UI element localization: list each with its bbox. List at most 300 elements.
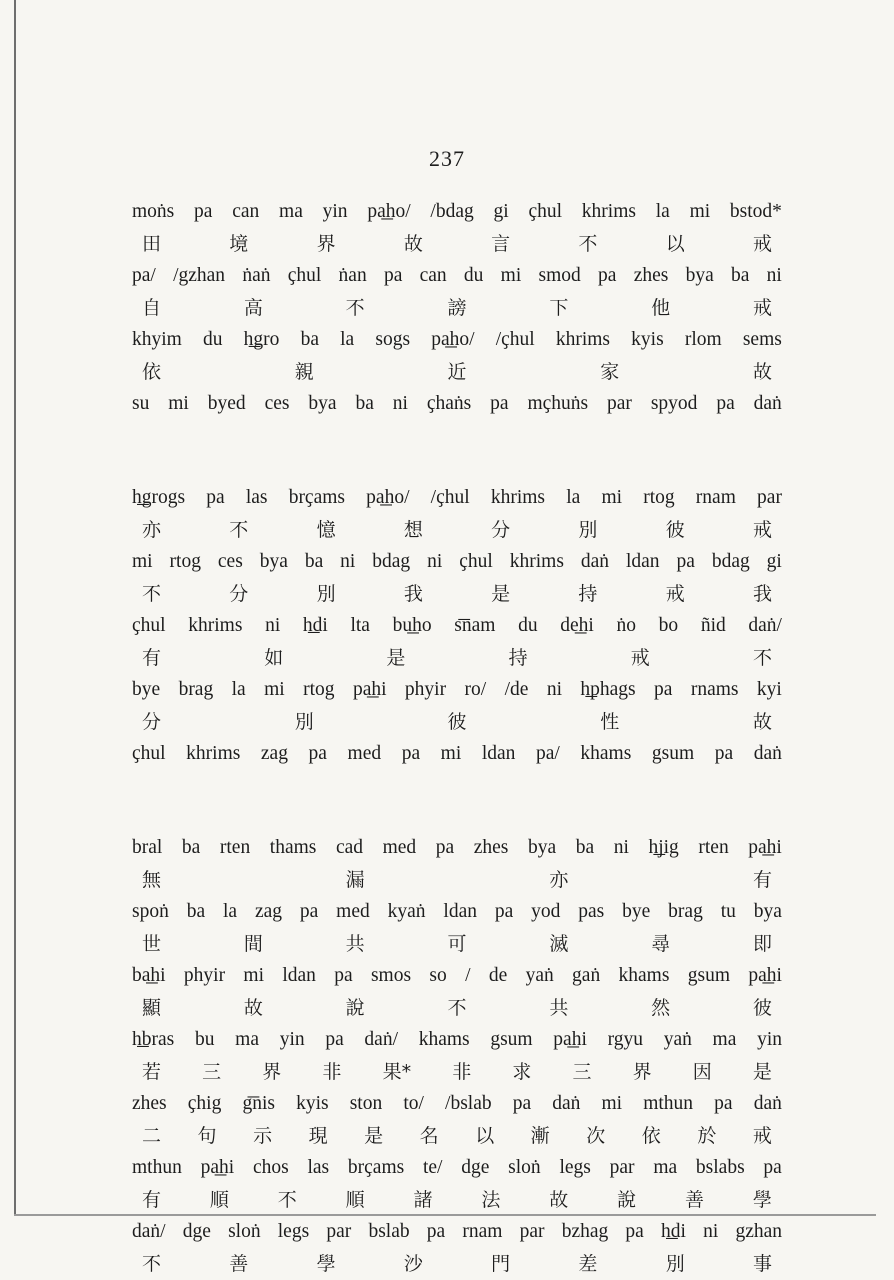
tibetan-word: daṅ <box>753 743 782 764</box>
tibetan-word: mi <box>689 201 711 222</box>
tibetan-word: bo <box>658 615 679 636</box>
tibetan-word: h͟jig <box>648 837 679 858</box>
tibetan-word: la <box>223 901 238 922</box>
tibetan-word: khyim <box>132 329 182 350</box>
tibetan-word: pa/ <box>536 743 560 764</box>
chinese-gloss-line <box>132 292 782 324</box>
tibetan-word: chos <box>252 1157 289 1178</box>
tibetan-word: du <box>518 615 538 636</box>
tibetan-word: dge <box>182 1221 211 1242</box>
tibetan-word: rnam <box>695 487 736 508</box>
chinese-character: 家 <box>600 361 620 383</box>
tibetan-word: pa <box>401 743 421 764</box>
tibetan-line <box>132 738 782 770</box>
tibetan-word: spoṅ <box>132 901 169 922</box>
tibetan-word: pa <box>383 265 403 286</box>
tibetan-word: yin <box>279 1029 305 1050</box>
tibetan-word: daṅ <box>580 551 610 572</box>
chinese-character: 共 <box>345 933 365 955</box>
tibetan-word: thams <box>269 837 317 858</box>
tibetan-word: de͟hi <box>560 615 594 636</box>
tibetan-word: par <box>326 1221 352 1242</box>
tibetan-word: /ҫhul <box>495 329 535 350</box>
tibetan-word: sloṅ <box>508 1157 541 1178</box>
tibetan-word: bzhag <box>561 1221 609 1242</box>
tibetan-word: khrims <box>188 615 243 636</box>
chinese-character: 別 <box>578 519 598 541</box>
tibetan-word: pa <box>325 1029 344 1050</box>
tibetan-word: ma <box>653 1157 678 1178</box>
tibetan-word: gsum <box>687 965 731 986</box>
chinese-character: 不 <box>345 297 365 319</box>
chinese-character: 若 <box>142 1061 162 1083</box>
tibetan-word: bu͟ho <box>392 615 432 636</box>
tibetan-word: ҫhig <box>187 1093 222 1114</box>
tibetan-word: su <box>132 393 150 414</box>
chinese-character: 不 <box>142 583 162 605</box>
tibetan-word: par <box>607 393 632 414</box>
tibetan-word: bya <box>259 551 288 572</box>
chinese-character: 門 <box>491 1253 511 1275</box>
chinese-gloss-line <box>132 1120 782 1152</box>
chinese-gloss-line <box>132 706 782 738</box>
tibetan-word: zag <box>260 743 288 764</box>
tibetan-word: ni <box>340 551 356 572</box>
tibetan-word: /bslab <box>445 1093 492 1114</box>
tibetan-word: mi <box>601 1093 623 1114</box>
tibetan-line <box>132 260 782 292</box>
chinese-character: 因 <box>692 1061 712 1083</box>
chinese-character: 顯 <box>142 997 162 1019</box>
tibetan-line <box>132 1024 782 1056</box>
tibetan-word: pa͟ho/ <box>366 487 410 508</box>
tibetan-word: cad <box>335 837 364 858</box>
tibetan-word: rnam <box>462 1221 503 1242</box>
tibetan-line <box>132 1216 782 1248</box>
tibetan-word: brҫams <box>288 487 345 508</box>
tibetan-word: h͟grogs <box>132 487 186 508</box>
paragraph-gap <box>132 770 782 832</box>
tibetan-word: med <box>336 901 370 922</box>
chinese-character: 次 <box>586 1125 606 1147</box>
tibetan-word: dge <box>461 1157 490 1178</box>
chinese-character: 求 <box>512 1061 532 1083</box>
chinese-gloss-line <box>132 928 782 960</box>
chinese-character: 有 <box>142 1189 162 1211</box>
interlinear-text <box>132 196 782 1280</box>
chinese-gloss-line <box>132 514 782 546</box>
chinese-character: 不 <box>578 233 598 255</box>
chinese-character: 持 <box>508 647 528 669</box>
tibetan-line <box>132 610 782 642</box>
tibetan-word: ba <box>575 837 595 858</box>
tibetan-word: s͞nam <box>454 615 496 636</box>
chinese-character: 分 <box>229 583 249 605</box>
chinese-character: 分 <box>491 519 511 541</box>
tibetan-word: pa͟hi <box>553 1029 587 1050</box>
chinese-character: 差 <box>578 1253 598 1275</box>
tibetan-word: la <box>655 201 670 222</box>
tibetan-word: pa <box>763 1157 782 1178</box>
chinese-character: 親 <box>294 361 314 383</box>
chinese-character: 謗 <box>447 297 467 319</box>
tibetan-word: brag <box>178 679 214 700</box>
chinese-character: 戒 <box>752 297 772 319</box>
tibetan-word: gsum <box>490 1029 533 1050</box>
tibetan-word: pa <box>194 201 213 222</box>
tibetan-word: sogs <box>375 329 411 350</box>
tibetan-word: las <box>245 487 268 508</box>
tibetan-line <box>132 960 782 992</box>
paragraph-gap <box>132 420 782 482</box>
tibetan-word: pa <box>334 965 353 986</box>
tibetan-word: bye <box>622 901 651 922</box>
chinese-character: 不 <box>752 647 772 669</box>
chinese-gloss-line <box>132 1056 782 1088</box>
tibetan-word: ma <box>279 201 303 222</box>
tibetan-word: pa <box>494 901 514 922</box>
tibetan-word: ston <box>349 1093 383 1114</box>
chinese-character: 是 <box>364 1125 384 1147</box>
tibetan-word: ṅo <box>616 615 636 636</box>
tibetan-word: yaṅ <box>525 965 554 986</box>
tibetan-word: rgyu <box>607 1029 643 1050</box>
tibetan-word: pa <box>598 265 617 286</box>
tibetan-word: khams <box>580 743 632 764</box>
tibetan-line <box>132 324 782 356</box>
chinese-character: 不 <box>277 1189 297 1211</box>
chinese-character: 故 <box>403 233 423 255</box>
tibetan-word: du <box>203 329 223 350</box>
page-number: 237 <box>429 146 465 171</box>
tibetan-word: bya <box>527 837 557 858</box>
tibetan-word: pa͟hi <box>352 679 387 700</box>
tibetan-word: yin <box>322 201 348 222</box>
chinese-character: 學 <box>752 1189 772 1211</box>
chinese-character: 善 <box>685 1189 705 1211</box>
tibetan-word: pa͟hi <box>200 1157 235 1178</box>
chinese-character: 於 <box>697 1125 717 1147</box>
tibetan-word: med <box>347 743 382 764</box>
chinese-character: 彼 <box>447 711 467 733</box>
chinese-character: 說 <box>345 997 365 1019</box>
tibetan-word: daṅ/ <box>132 1221 166 1242</box>
tibetan-word: bu <box>194 1029 215 1050</box>
chinese-character: 我 <box>403 583 423 605</box>
chinese-character: 以 <box>475 1125 495 1147</box>
chinese-character: 高 <box>243 297 263 319</box>
chinese-character: 彼 <box>665 519 685 541</box>
tibetan-word: mi <box>264 679 285 700</box>
tibetan-word: mi <box>601 487 623 508</box>
chinese-character: 想 <box>403 519 423 541</box>
tibetan-word: ñid <box>700 615 726 636</box>
tibetan-word: las <box>307 1157 330 1178</box>
tibetan-word: bstod* <box>729 201 782 222</box>
tibetan-word: ҫhul <box>132 615 166 636</box>
tibetan-word: ldan <box>481 743 516 764</box>
tibetan-word: mi <box>132 551 153 572</box>
chinese-character: 非 <box>322 1061 342 1083</box>
tibetan-word: mҫhuṅs <box>527 393 589 414</box>
tibetan-word: ni <box>703 1221 719 1242</box>
chinese-character: 二 <box>142 1125 162 1147</box>
tibetan-word: zhes <box>132 1093 167 1114</box>
tibetan-word: ni <box>546 679 562 700</box>
tibetan-word: ҫhul <box>132 743 166 764</box>
tibetan-word: ҫhul <box>287 265 322 286</box>
tibetan-word: tu <box>720 901 736 922</box>
chinese-character: 然 <box>651 997 671 1019</box>
tibetan-word: yod <box>531 901 561 922</box>
tibetan-word: du <box>463 265 484 286</box>
chinese-character: 別 <box>316 583 336 605</box>
tibetan-word: rten <box>219 837 251 858</box>
tibetan-word: daṅ/ <box>364 1029 398 1050</box>
tibetan-word: rtog <box>643 487 675 508</box>
chinese-character: 戒 <box>665 583 685 605</box>
tibetan-word: la <box>340 329 355 350</box>
tibetan-word: brag <box>668 901 703 922</box>
tibetan-line <box>132 896 782 928</box>
chinese-character: 不 <box>142 1253 162 1275</box>
tibetan-word: spyod <box>650 393 698 414</box>
chinese-character: 戒 <box>752 233 772 255</box>
tibetan-word: bral <box>132 837 163 858</box>
tibetan-word: can <box>419 265 447 286</box>
tibetan-line <box>132 1152 782 1184</box>
chinese-character: 性 <box>600 711 620 733</box>
tibetan-word: zhes <box>473 837 509 858</box>
chinese-character: 界 <box>632 1061 652 1083</box>
tibetan-word: mthun <box>643 1093 694 1114</box>
tibetan-word: ces <box>217 551 243 572</box>
tibetan-word: pa͟ho/ <box>431 329 475 350</box>
chinese-character: 不 <box>447 997 467 1019</box>
tibetan-word: khrims <box>555 329 611 350</box>
tibetan-word: pa <box>435 837 455 858</box>
tibetan-word: par <box>609 1157 635 1178</box>
chinese-character: 世 <box>142 933 162 955</box>
chinese-character: 戒 <box>752 1125 772 1147</box>
tibetan-word: bya <box>308 393 337 414</box>
tibetan-word: phyir <box>404 679 447 700</box>
chinese-character: 間 <box>243 933 263 955</box>
tibetan-word: ba <box>731 265 750 286</box>
chinese-character: 亦 <box>142 519 162 541</box>
tibetan-word: ni <box>427 551 443 572</box>
tibetan-word: pa <box>490 393 509 414</box>
chinese-character: 自 <box>142 297 162 319</box>
tibetan-word: / <box>465 965 471 986</box>
tibetan-word: brҫams <box>347 1157 405 1178</box>
tibetan-word: ṅaṅ <box>242 265 271 286</box>
tibetan-word: rlom <box>684 329 722 350</box>
chinese-character: 現 <box>308 1125 328 1147</box>
tibetan-word: pa <box>714 743 734 764</box>
tibetan-word: med <box>382 837 417 858</box>
chinese-character: 說 <box>617 1189 637 1211</box>
chinese-character: 依 <box>142 361 162 383</box>
tibetan-word: ma <box>712 1029 737 1050</box>
tibetan-word: moṅs <box>132 201 175 222</box>
tibetan-word: bya <box>753 901 782 922</box>
tibetan-word: ba <box>304 551 324 572</box>
tibetan-word: h͟di <box>661 1221 686 1242</box>
tibetan-word: pa <box>308 743 327 764</box>
chinese-character: 名 <box>419 1125 439 1147</box>
chinese-character: 非 <box>452 1061 472 1083</box>
tibetan-word: la <box>231 679 246 700</box>
chinese-gloss-line <box>132 642 782 674</box>
tibetan-word: kyis <box>296 1093 329 1114</box>
chinese-character: 漏 <box>345 869 365 891</box>
tibetan-word: gi <box>766 551 782 572</box>
chinese-character: 亦 <box>549 869 569 891</box>
chinese-character: 共 <box>549 997 569 1019</box>
tibetan-word: la <box>566 487 581 508</box>
tibetan-word: khrims <box>581 201 636 222</box>
tibetan-word: h͟phags <box>580 679 636 700</box>
tibetan-word: byed <box>207 393 246 414</box>
tibetan-word: kyaṅ <box>387 901 426 922</box>
tibetan-line <box>132 832 782 864</box>
chinese-character: 可 <box>447 933 467 955</box>
chinese-character: 三 <box>202 1061 222 1083</box>
tibetan-word: ba <box>181 837 201 858</box>
chinese-character: 以 <box>665 233 685 255</box>
tibetan-word: smos <box>370 965 412 986</box>
chinese-character: 果* <box>382 1061 412 1083</box>
tibetan-word: zag <box>254 901 283 922</box>
tibetan-word: ni <box>392 393 408 414</box>
tibetan-word: pa <box>716 393 735 414</box>
tibetan-word: mi <box>440 743 462 764</box>
tibetan-word: ҫhul <box>459 551 493 572</box>
chinese-character: 界 <box>262 1061 282 1083</box>
tibetan-word: par <box>519 1221 545 1242</box>
tibetan-word: rtog <box>303 679 335 700</box>
chinese-character: 事 <box>752 1253 772 1275</box>
tibetan-word: daṅ/ <box>748 615 782 636</box>
tibetan-word: kyi <box>756 679 782 700</box>
chinese-character: 界 <box>316 233 336 255</box>
tibetan-word: pa͟hi <box>748 837 782 858</box>
chinese-character: 依 <box>641 1125 661 1147</box>
tibetan-word: /gzhan <box>173 265 226 286</box>
tibetan-word: pa <box>625 1221 644 1242</box>
tibetan-word: khrims <box>509 551 564 572</box>
tibetan-word: h͟bras <box>132 1029 175 1050</box>
tibetan-word: gaṅ <box>572 965 601 986</box>
chinese-character: 順 <box>209 1189 229 1211</box>
chinese-character: 諸 <box>413 1189 433 1211</box>
tibetan-word: /de <box>504 679 529 700</box>
chinese-character: 不 <box>229 519 249 541</box>
tibetan-word: mthun <box>132 1157 182 1178</box>
tibetan-word: par <box>757 487 782 508</box>
tibetan-word: bdag <box>372 551 411 572</box>
tibetan-line <box>132 1088 782 1120</box>
tibetan-word: legs <box>559 1157 591 1178</box>
tibetan-word: phyir <box>183 965 226 986</box>
chinese-character: 是 <box>386 647 406 669</box>
tibetan-word: mi <box>168 393 189 414</box>
chinese-gloss-line <box>132 1184 782 1216</box>
tibetan-word: pa͟ho/ <box>367 201 411 222</box>
tibetan-word: lta <box>350 615 370 636</box>
chinese-character: 即 <box>752 933 772 955</box>
chinese-character: 有 <box>752 869 772 891</box>
chinese-character: 句 <box>197 1125 217 1147</box>
tibetan-word: khrims <box>186 743 241 764</box>
tibetan-word: bye <box>132 679 161 700</box>
tibetan-word: khrims <box>490 487 546 508</box>
chinese-character: 別 <box>665 1253 685 1275</box>
tibetan-word: ma <box>235 1029 259 1050</box>
tibetan-word: ṅan <box>338 265 367 286</box>
chinese-character: 下 <box>549 297 569 319</box>
tibetan-word: /bdag <box>430 201 474 222</box>
tibetan-word: ҫhaṅs <box>426 393 472 414</box>
tibetan-word: /ҫhul <box>430 487 470 508</box>
tibetan-word: zhes <box>633 265 669 286</box>
tibetan-word: mi <box>243 965 264 986</box>
chinese-character: 如 <box>264 647 284 669</box>
tibetan-word: yin <box>757 1029 782 1050</box>
tibetan-word: pa <box>714 1093 733 1114</box>
chinese-gloss-line <box>132 356 782 388</box>
tibetan-word: ҫhul <box>528 201 563 222</box>
tibetan-word: to/ <box>403 1093 424 1114</box>
tibetan-word: smod <box>538 265 581 286</box>
chinese-character: 分 <box>142 711 162 733</box>
tibetan-word: ldan <box>625 551 660 572</box>
tibetan-word: pa͟hi <box>748 965 782 986</box>
chinese-character: 法 <box>481 1189 501 1211</box>
chinese-character: 戒 <box>752 519 772 541</box>
tibetan-word: bya <box>685 265 714 286</box>
tibetan-word: daṅ <box>552 1093 581 1114</box>
tibetan-word: pa/ <box>132 265 156 286</box>
tibetan-word: rtog <box>169 551 201 572</box>
tibetan-word: gi <box>493 201 509 222</box>
page-left-edge <box>14 0 16 1215</box>
chinese-character: 近 <box>447 361 467 383</box>
chinese-character: 言 <box>491 233 511 255</box>
tibetan-word: pa <box>676 551 695 572</box>
chinese-character: 他 <box>651 297 671 319</box>
tibetan-word: ba <box>355 393 374 414</box>
chinese-character: 是 <box>752 1061 772 1083</box>
chinese-character: 境 <box>229 233 249 255</box>
chinese-character: 順 <box>345 1189 365 1211</box>
tibetan-word: khams <box>618 965 670 986</box>
chinese-character: 學 <box>316 1253 336 1275</box>
tibetan-line <box>132 482 782 514</box>
tibetan-word: pas <box>578 901 605 922</box>
tibetan-word: bslab <box>368 1221 410 1242</box>
tibetan-word: daṅ <box>753 1093 782 1114</box>
tibetan-word: pa <box>206 487 225 508</box>
tibetan-word: ldan <box>282 965 316 986</box>
tibetan-word: pa <box>299 901 319 922</box>
chinese-character: 持 <box>578 583 598 605</box>
chinese-gloss-line <box>132 864 782 896</box>
tibetan-word: mi <box>500 265 522 286</box>
chinese-gloss-line <box>132 228 782 260</box>
tibetan-word: gzhan <box>735 1221 782 1242</box>
